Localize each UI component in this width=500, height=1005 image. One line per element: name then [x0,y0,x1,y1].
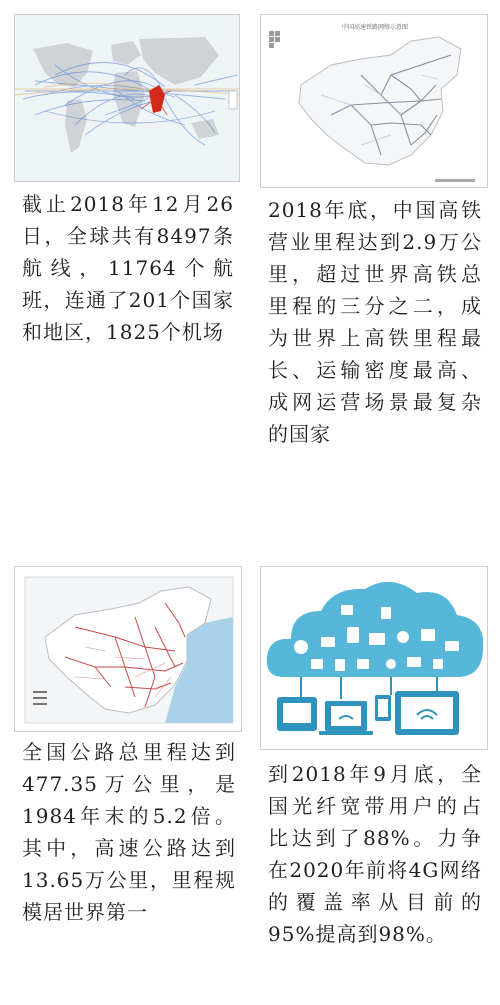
rail-caption [268,194,482,450]
caption-line: 航线，11764个航 [22,256,234,280]
caption-line: 2018年底，中国高铁 [268,198,482,222]
cloud-network-devices-icon [261,567,488,750]
broadband-image [260,566,488,750]
flights-caption [22,188,234,348]
roads-caption [22,736,236,928]
caption-line: 长、运输密度最高、 [268,358,482,382]
caption-line: 成网运营场景最复杂 [268,390,482,414]
flights-image [14,14,240,182]
caption-line: 在2020年前将4G网络 [268,858,482,882]
caption-line: 全国公路总里程达到 [22,740,236,764]
caption-line: 95%提高到98%。 [268,922,447,946]
caption-line: 比达到了88%。力争 [268,826,482,850]
world-flight-routes-map-icon [15,15,240,182]
caption-line: 和地区，1825个机场 [22,320,224,344]
caption-line: 的国家 [268,422,331,446]
caption-line: 1984年末的5.2倍。 [22,804,236,828]
broadband-caption [268,758,482,950]
caption-line: 477.35万公里，是 [22,772,236,796]
roads-image [14,566,242,732]
caption-line: 截止2018年12月26 [22,192,234,216]
caption-line: 其中，高速公路达到 [22,836,236,860]
caption-line: 日，全球共有8497条 [22,224,234,248]
caption-line: 13.65万公里，里程规 [22,868,236,892]
rail-map-title: 中国高速铁路网络示意图 [341,24,409,31]
caption-line: 里，超过世界高铁总 [268,262,482,286]
caption-line: 国光纤宽带用户的占 [268,794,482,818]
caption-line: 模居世界第一 [22,900,148,924]
rail-image [260,14,488,188]
caption-line: 为世界上高铁里程最 [268,326,482,350]
caption-line: 里程的三分之二，成 [268,294,482,318]
caption-line: 营业里程达到2.9万公 [268,230,482,254]
china-high-speed-rail-map-icon [261,15,488,188]
caption-line: 的覆盖率从目前的 [268,890,482,914]
caption-line: 班，连通了201个国家 [22,288,234,312]
caption-line: 到2018年9月底，全 [268,762,482,786]
china-highway-map-icon [15,567,242,732]
